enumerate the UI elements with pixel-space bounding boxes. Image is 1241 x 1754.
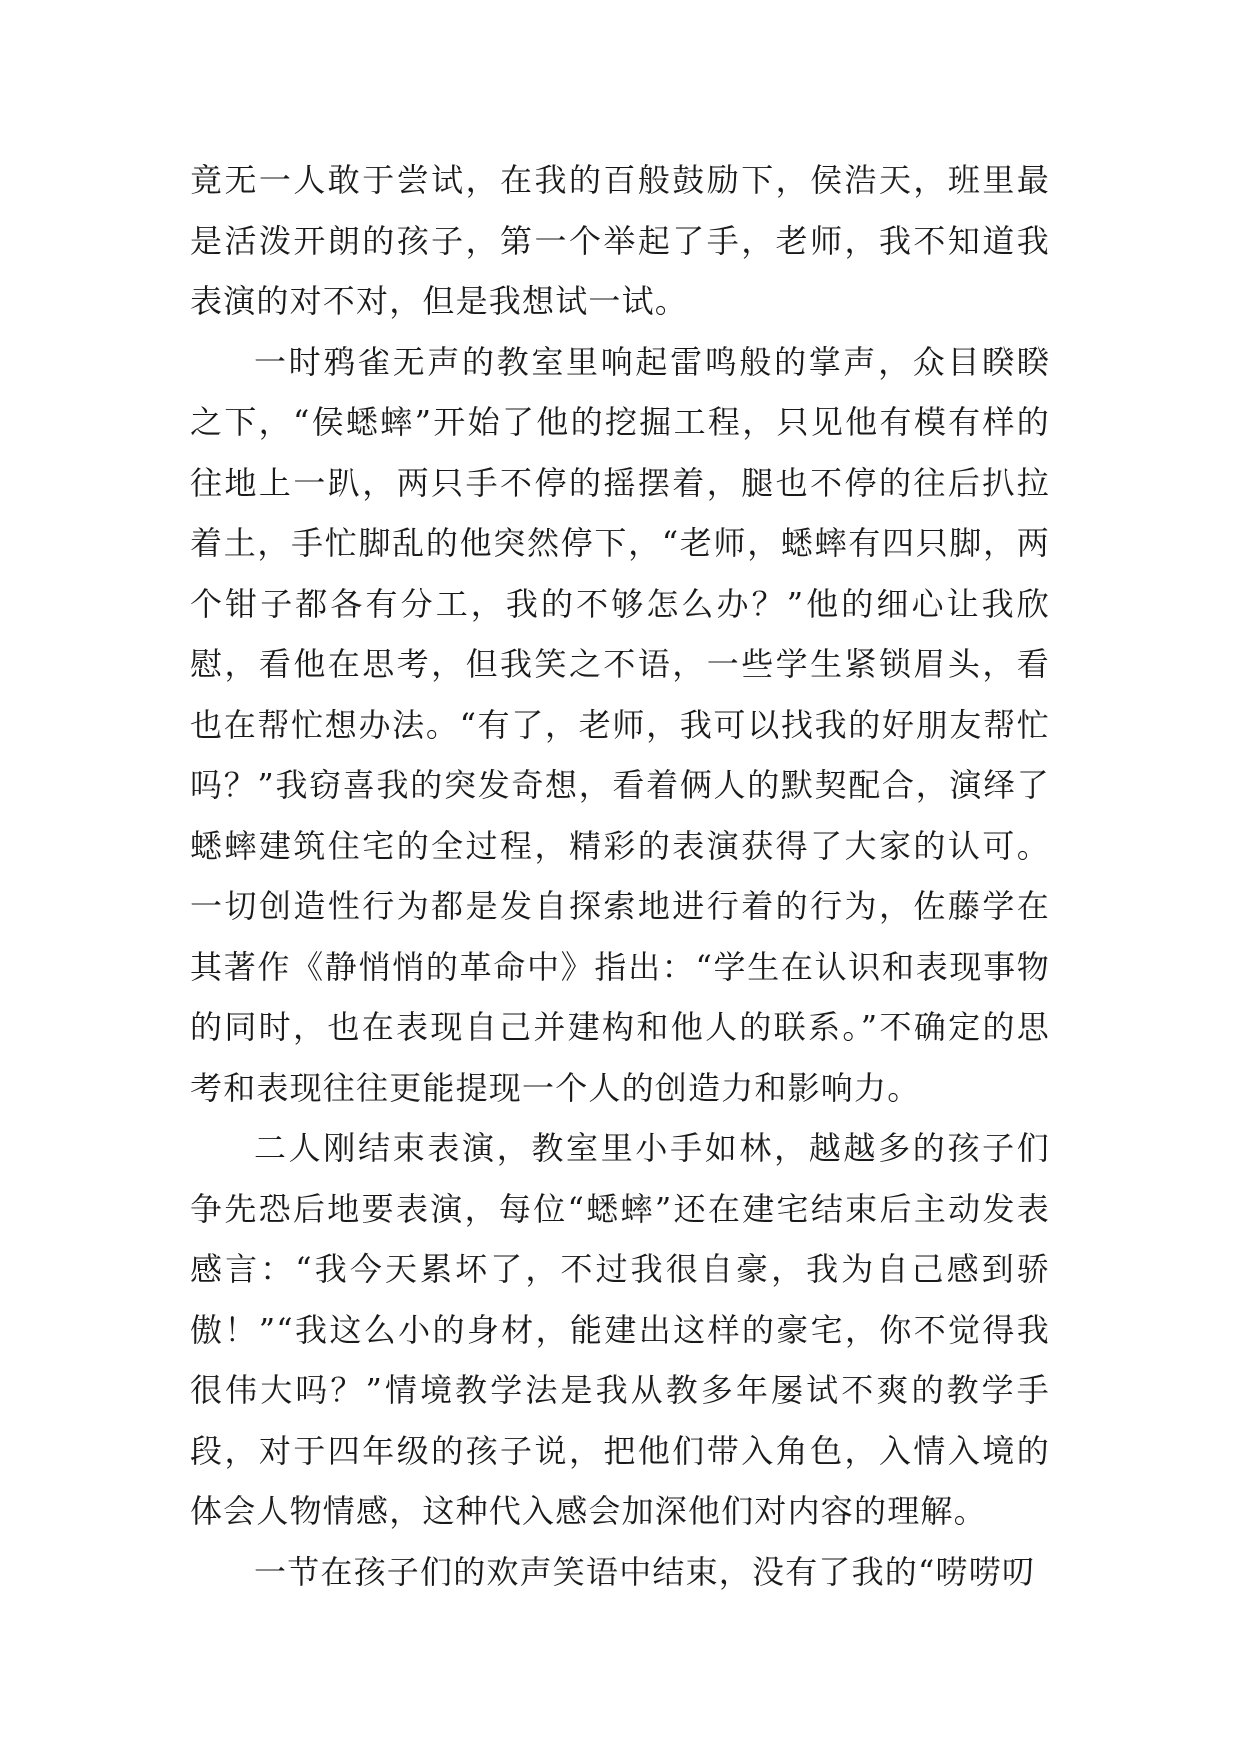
paragraph: 一时鸦雀无声的教室里响起雷鸣般的掌声，众目睽睽之下，“侯蟋蟀”开始了他的挖掘工程，只见他有模有样的往地上一趴，两只手不停的摇摆着，腿也不停的往后扒拉着土，手忙脚乱的他突然停下，“老师，蟋蟀有四只脚，两个钳子都各有分工，我的不够怎么办？”他的细心让我欣慰，看他在思考，但我笑之不语，一些学生紧锁眉头，看也在帮忙想办法。“有了，老师，我可以找我的好朋友帮忙吗？”我窃喜我的突发奇想，看着俩人的默契配合，演绎了蟋蟀建筑住宅的全过程，精彩的表演获得了大家的认可。一切创造性行为都是发自探索地进行着的行为，佐藤学在其著作《静悄悄的革命中》指出：“学生在认识和表现事物的同时，也在表现自己并建构和他人的联系。”不确定的思考和表现往往更能提现一个人的创造力和影响力。 [190, 342, 1050, 1107]
paragraph: 一节在孩子们的欢声笑语中结束，没有了我的“唠唠叨 [254, 1552, 1036, 1591]
paragraph: 二人刚结束表演，教室里小手如林，越越多的孩子们争先恐后地要表演，每位“蟋蟀”还在建宅结束后主动发表感言：“我今天累坏了，不过我很自豪，我为自己感到骄傲！”“我这么小的身材，能建出这样的豪宅，你不觉得我很伟大吗？”情境教学法是我从教多年屡试不爽的教学手段，对于四年级的孩子说，把他们带入角色，入情入境的体会人物情感，这种代入感会加深他们对内容的理解。 [190, 1129, 1050, 1530]
paragraph-continuation: 竟无一人敢于尝试，在我的百般鼓励下，侯浩天，班里最是活泼开朗的孩子，第一个举起了手，老师，我不知道我表演的对不对，但是我想试一试。 [190, 161, 1050, 320]
body-text [190, 150, 1050, 1602]
